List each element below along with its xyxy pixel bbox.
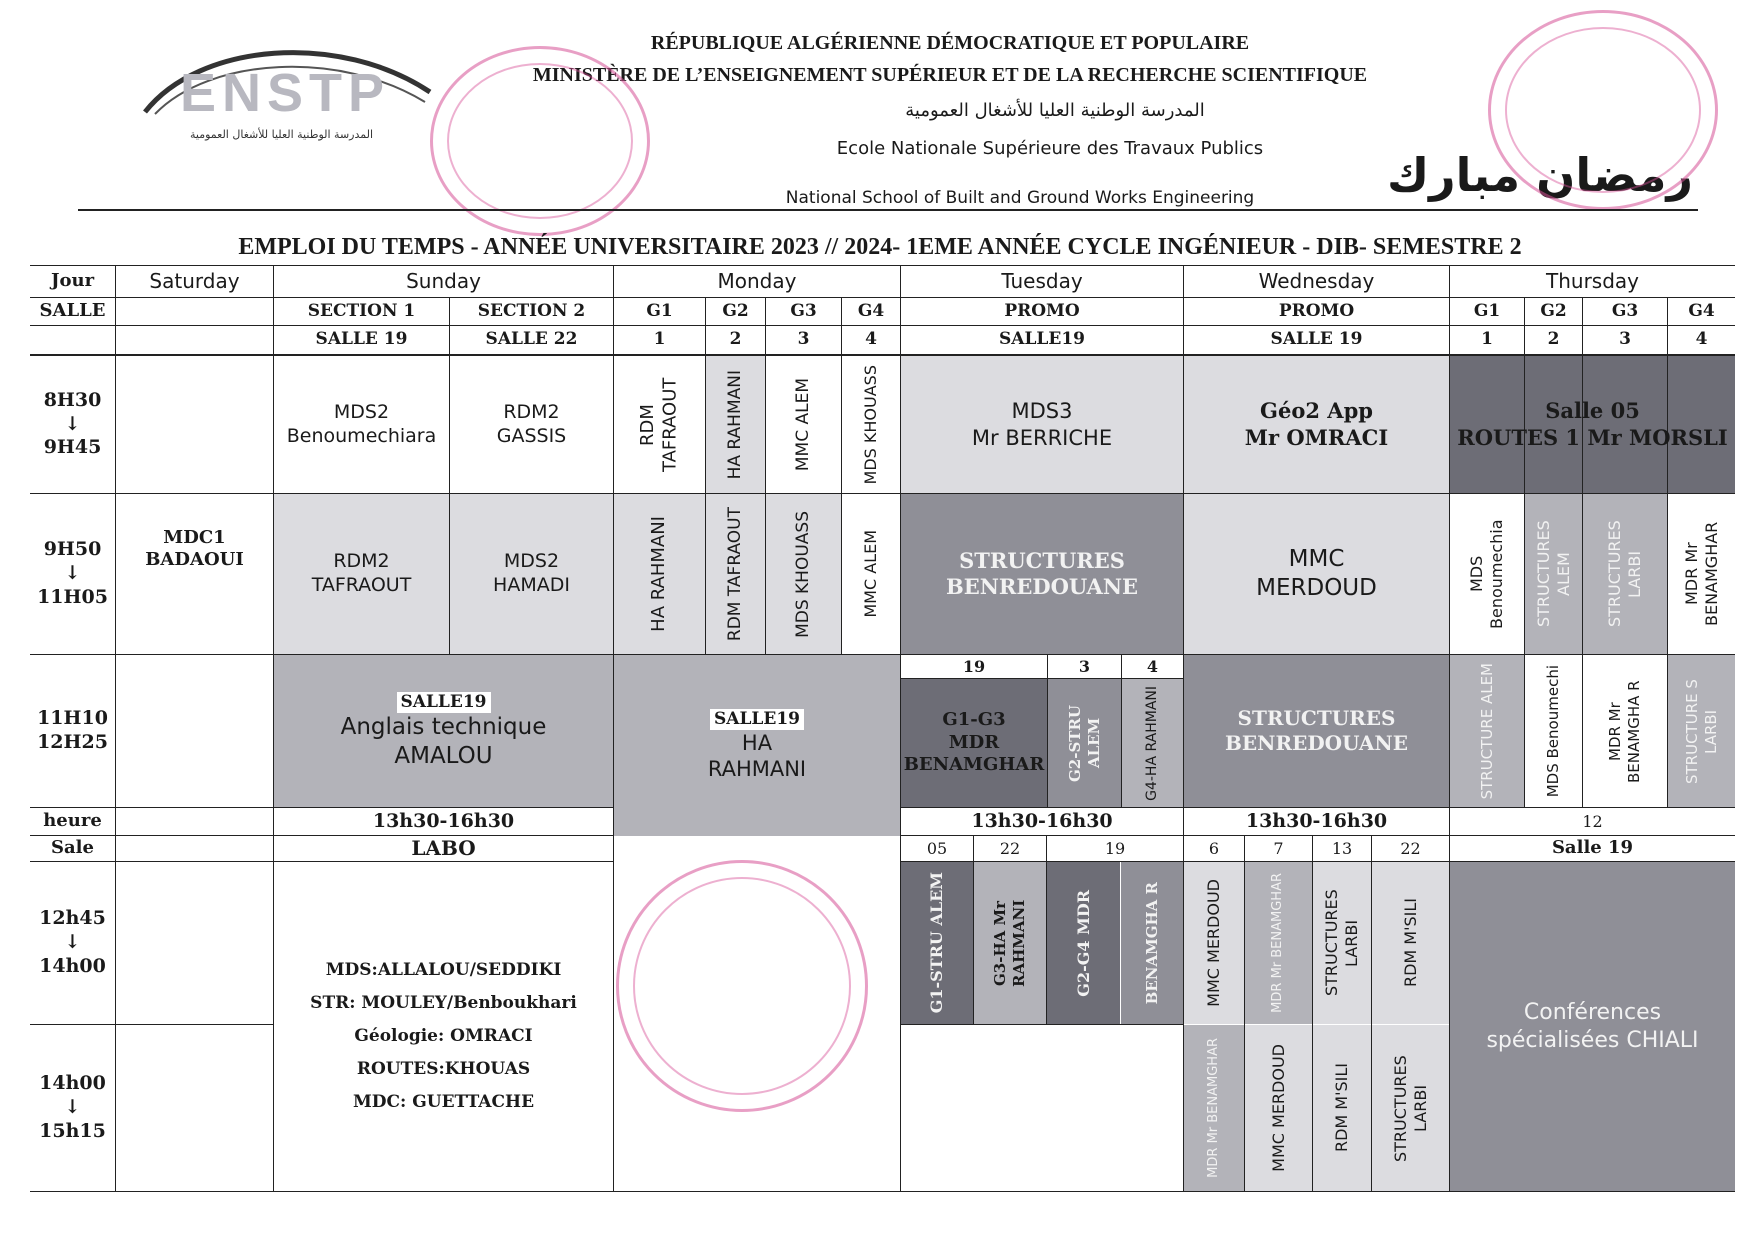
thursday-afternoon-room: 12	[1582, 811, 1603, 831]
wednesday-afternoon-hours: 13h30-16h30	[1245, 809, 1388, 832]
day-sunday: Sunday	[406, 269, 481, 293]
logo-text: ENSTP	[180, 63, 391, 123]
monday-g3-slot2: MDS KHOUASS	[792, 510, 813, 638]
sunday-s2-slot1: RDM2 GASSIS	[496, 400, 567, 447]
monday-g1: G1	[646, 300, 673, 321]
thursday-g4: G4	[1688, 300, 1715, 321]
saturday-slot2: MDC1 BADAOUI	[145, 526, 244, 570]
thursday-g1-slot3: STRUCTURE ALEM	[1477, 662, 1496, 800]
thursday-afternoon-salle: Salle 19	[1551, 837, 1634, 859]
tuesday-afternoon-room2: 22	[999, 838, 1021, 858]
wednesday-after-a2: MDR Mr BENAMGHAR	[1270, 873, 1286, 1013]
monday-g4-room: 4	[865, 329, 877, 350]
arrow-down-icon: ↓	[64, 412, 81, 435]
tuesday-g1g3-slot3: G1-G3 MDR BENAMGHAR	[903, 709, 1045, 776]
sunday-afternoon-hours: 13h30-16h30	[372, 809, 515, 832]
tuesday-slot1: MDS3 Mr BERRICHE	[971, 399, 1113, 450]
wednesday-slot1: Géo2 App Mr OMRACI	[1244, 398, 1389, 450]
official-stamp-icon	[616, 860, 868, 1112]
monday-g3: G3	[790, 300, 817, 321]
wednesday-afternoon-room3: 13	[1331, 838, 1353, 858]
monday-g4-slot2: MMC ALEM	[861, 530, 880, 618]
day-tuesday: Tuesday	[1001, 269, 1083, 293]
tuesday-afternoon-room3: 19	[1104, 838, 1126, 858]
ramadan-greeting: رمضان مبارك	[1386, 148, 1693, 202]
monday-g2-slot2: RDM TAFRAOUT	[724, 506, 745, 642]
tuesday-afternoon-c3: G2-G4 MDR	[1073, 889, 1093, 997]
thursday-g4-slot2: MDR Mr BENAMGHAR	[1681, 521, 1721, 627]
thursday-g1: G1	[1473, 300, 1501, 321]
wednesday-after-b2: MMC MERDOUD	[1268, 1044, 1288, 1172]
sunday-section1: SECTION 1	[307, 300, 416, 321]
wednesday-after-a3: STRUCTURES LARBI	[1322, 889, 1361, 997]
tuesday-afternoon-room1: 05	[926, 838, 948, 858]
sunday-s1-room: SALLE 19	[315, 329, 408, 350]
monday-g3-slot1: MMC ALEM	[792, 377, 813, 472]
wednesday-after-b3: RDM M'SILI	[1332, 1063, 1351, 1153]
tuesday-slot3-room1: 19	[962, 656, 986, 676]
ministry-title: MINISTÈRE DE L’ENSEIGNEMENT SUPÉRIEUR ET DE LA RECHERCHE SCIENTIFIQUE	[532, 64, 1368, 86]
monday-g4-slot1: MDS KHOUASS	[861, 364, 880, 485]
thursday-g4-room: 4	[1695, 329, 1708, 350]
school-logo	[140, 32, 440, 147]
tuesday-slot3-room2: 3	[1078, 656, 1091, 676]
thursday-g1-slot2: MDS Benoumechia	[1467, 519, 1506, 629]
wednesday-slot2: MMC MERDOUD	[1256, 546, 1377, 601]
wednesday-afternoon-room4: 22	[1400, 838, 1421, 858]
tuesday-afternoon-c4: BENAMGHA R	[1142, 881, 1161, 1005]
logo-arabic-text: المدرسة الوطنية العليا للأشغال العمومية	[190, 128, 374, 141]
thursday-g3-room: 3	[1619, 329, 1631, 350]
sunday-s1-slot1: MDS2 Benoumechiara	[286, 400, 437, 447]
thursday-g2-room: 2	[1547, 329, 1560, 350]
time-slot-2: 9H50 ↓ 11H05	[37, 538, 108, 608]
monday-g4: G4	[857, 300, 885, 321]
wednesday-room: SALLE 19	[1270, 329, 1363, 350]
wednesday-after-b4: STRUCTURES LARBI	[1390, 1054, 1430, 1162]
arabic-school-name: المدرسة الوطنية العليا للأشغال العمومية	[905, 100, 1205, 121]
tuesday-afternoon-c2: G3-HA Mr RAHMANI	[991, 899, 1028, 987]
arrow-down-icon: ↓	[64, 931, 81, 954]
thursday-g3-slot3: MDR Mr BENAMGHA R	[1606, 679, 1643, 783]
sunday-slot3: SALLE19 Anglais technique AMALOU	[340, 691, 547, 769]
monday-g2-room: 2	[729, 329, 742, 350]
tuesday-slot2: STRUCTURES BENREDOUANE	[945, 547, 1139, 599]
sunday-s2-room: SALLE 22	[485, 329, 578, 350]
heure-label: heure	[43, 810, 102, 832]
thursday-g4-slot3: STRUCTURE S LARBI	[1682, 678, 1720, 784]
jour-label: Jour	[50, 270, 95, 292]
day-thursday: Thursday	[1546, 269, 1639, 293]
thursday-g2-slot2: STRUCTURES ALEM	[1533, 520, 1573, 628]
school-name-en: National School of Built and Ground Works Engineering	[785, 188, 1255, 208]
tuesday-slot3-room3: 4	[1146, 656, 1159, 676]
republic-title: RÉPUBLIQUE ALGÉRIENNE DÉMOCRATIQUE ET POPULAIRE	[650, 32, 1250, 54]
timetable-title: EMPLOI DU TEMPS - ANNÉE UNIVERSITAIRE 2023 // 2024- 1EME ANNÉE CYCLE INGÉNIEUR - DIB- SEMESTRE 2	[238, 234, 1522, 260]
thursday-g1-room: 1	[1481, 329, 1493, 350]
monday-g2-slot1: HA RAHMANI	[724, 369, 745, 480]
sale-label: Sale	[51, 837, 94, 859]
arrow-down-icon: ↓	[64, 1096, 81, 1119]
thursday-g2-slot3: MDS Benoumechi	[1544, 664, 1563, 798]
sunday-labo-list: MDS:ALLALOU/SEDDIKI STR: MOULEY/Benboukhari Géologie: OMRACI ROUTES:KHOUAS MDC: GUETTACHE	[310, 959, 577, 1113]
day-wednesday: Wednesday	[1258, 269, 1375, 293]
salle-label: SALLE	[39, 300, 106, 322]
tuesday-room: SALLE19	[999, 329, 1085, 350]
thursday-g2: G2	[1540, 300, 1567, 321]
wednesday-afternoon-room2: 7	[1273, 838, 1284, 858]
day-monday: Monday	[717, 269, 797, 293]
thursday-afternoon-conference: Conférences spécialisées CHIALI	[1486, 1000, 1699, 1053]
sunday-section2: SECTION 2	[477, 300, 586, 321]
time-slot-1: 8H30 ↓ 9H45	[43, 388, 102, 459]
monday-slot3: SALLE19 HA RAHMANI	[707, 708, 807, 782]
sunday-s2-slot2: MDS2 HAMADI	[493, 550, 570, 596]
wednesday-after-a4: RDM M'SILI	[1400, 898, 1420, 988]
school-name-fr: Ecole Nationale Supérieure des Travaux Publics	[836, 138, 1264, 159]
wednesday-after-a1: MMC MERDOUD	[1204, 879, 1223, 1007]
header-rule	[78, 209, 1698, 211]
thursday-g3: G3	[1611, 300, 1639, 321]
day-saturday: Saturday	[149, 269, 240, 293]
wednesday-afternoon-room1: 6	[1208, 838, 1220, 858]
time-slot-4: 12h45 ↓ 14h00	[39, 907, 106, 977]
sunday-labo: LABO	[411, 836, 476, 860]
monday-g3-room: 3	[797, 329, 810, 350]
wednesday-slot3: STRUCTURES BENREDOUANE	[1225, 706, 1408, 755]
tuesday-promo: PROMO	[1004, 300, 1080, 321]
thursday-slot1: Salle 05 ROUTES 1 Mr MORSLI	[1457, 398, 1728, 450]
monday-g1-room: 1	[653, 329, 666, 350]
monday-g2: G2	[722, 300, 749, 321]
monday-g1-slot1: RDM TAFRAOUT	[637, 377, 681, 472]
tuesday-afternoon-c1: G1-STRU ALEM	[927, 872, 946, 1014]
sunday-s1-slot2: RDM2 TAFRAOUT	[311, 550, 412, 596]
tuesday-afternoon-hours: 13h30-16h30	[971, 809, 1113, 832]
wednesday-after-b1: MDR Mr BENAMGHAR	[1205, 1038, 1221, 1178]
time-slot-3: 11H10 12H25	[37, 707, 108, 753]
thursday-g3-slot2: STRUCTURES LARBI	[1605, 520, 1644, 628]
arrow-down-icon: ↓	[64, 562, 81, 585]
wednesday-promo: PROMO	[1278, 300, 1355, 321]
tuesday-g2-slot3: G2-STRU ALEM	[1065, 704, 1103, 782]
monday-g1-slot2: HA RAHMANI	[648, 516, 670, 632]
tuesday-g4-slot3: G4-HA RAHMANI	[1143, 685, 1160, 801]
time-slot-5: 14h00 ↓ 15h15	[39, 1072, 106, 1142]
